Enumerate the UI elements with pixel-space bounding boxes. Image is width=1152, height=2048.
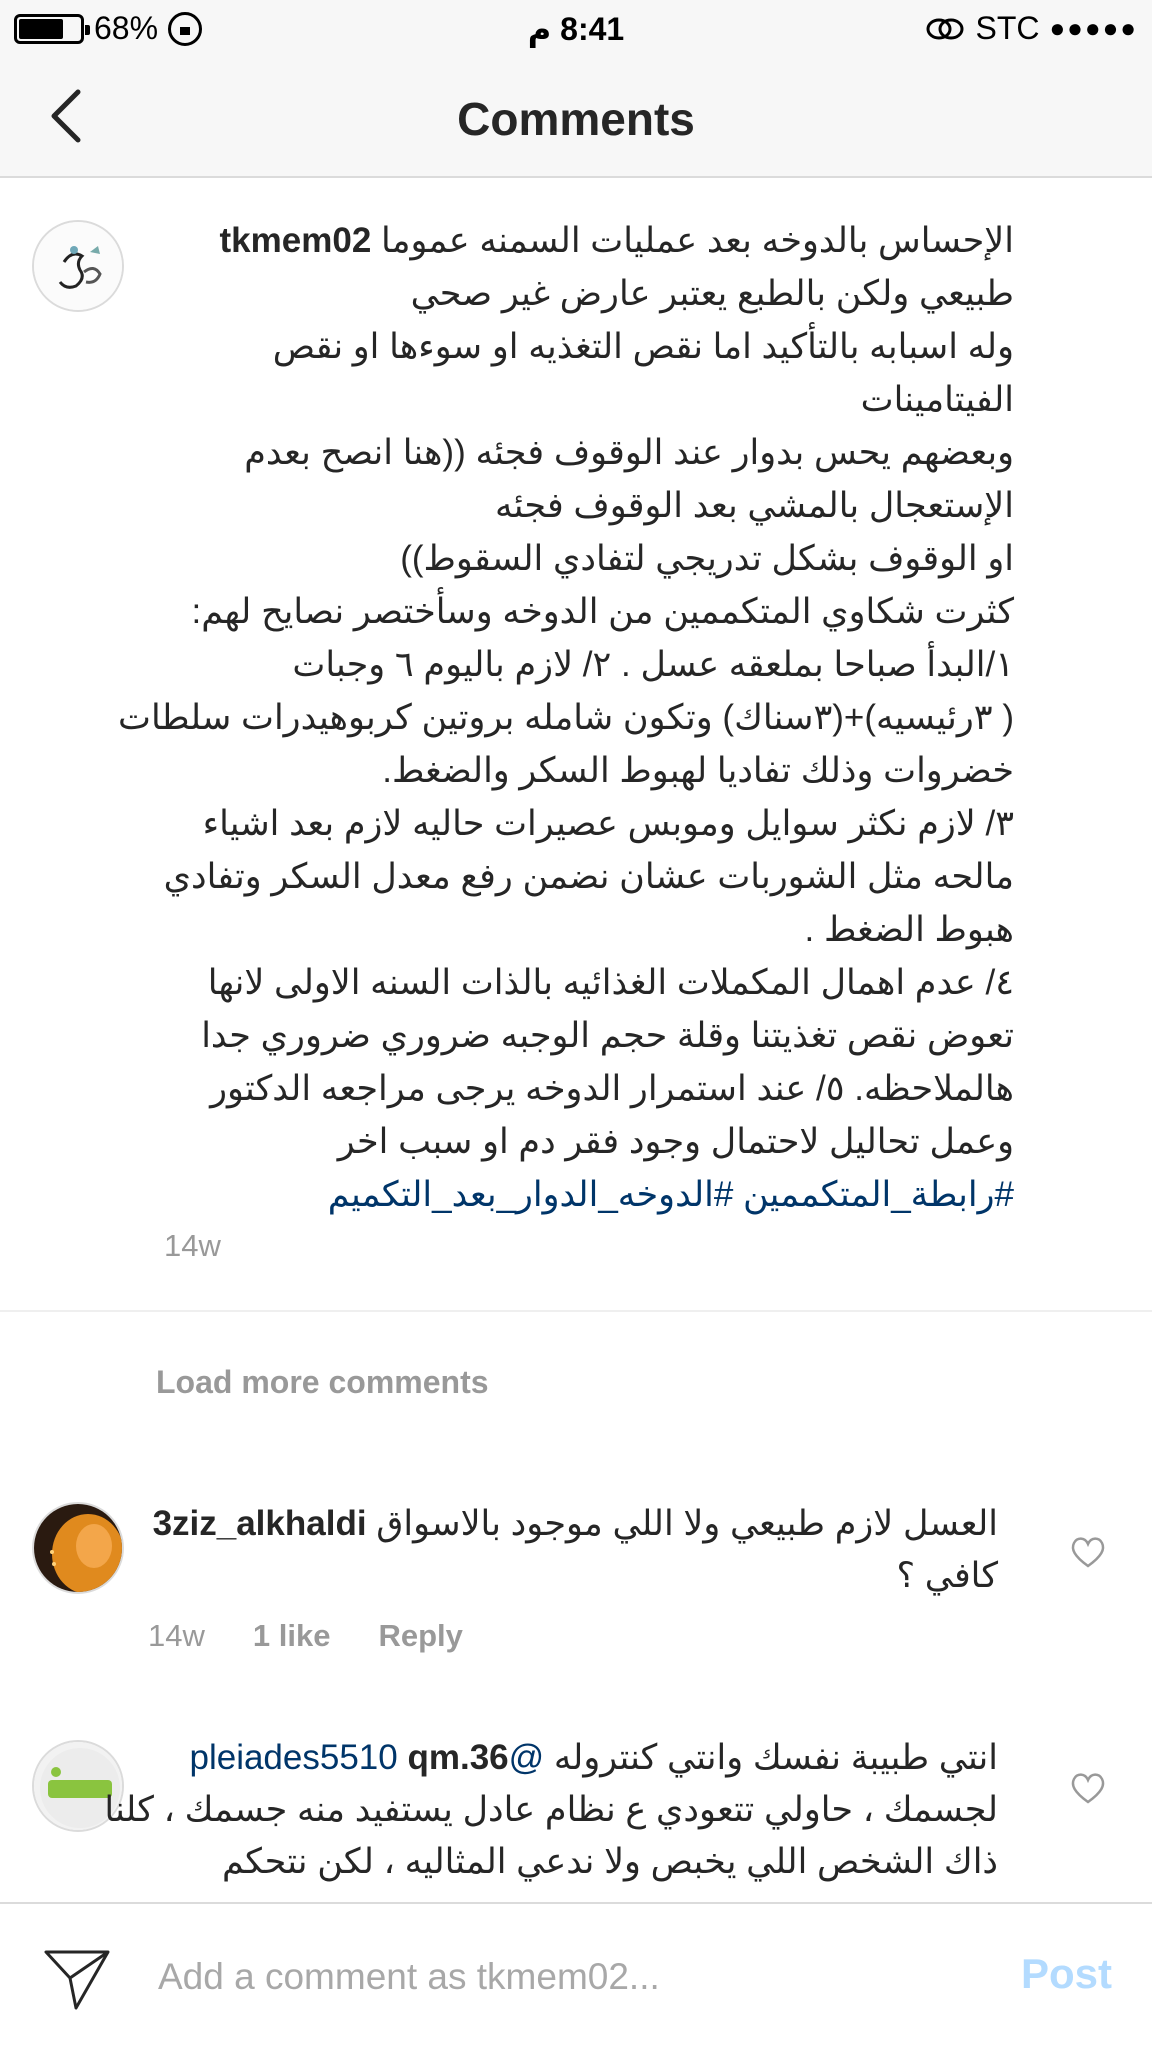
- comment-first-line: [148, 1498, 998, 1550]
- status-bar: [0, 0, 1152, 56]
- comment-line-text: لجسمك ، حاولي تتعودي ع نظام عادل يستفيد منه جسمك ، كلنا: [104, 1790, 998, 1829]
- paper-plane-icon[interactable]: [42, 1948, 112, 2012]
- caption-line-text: مالحه مثل الشوربات عشان نضمن رفع معدل السكر وتفادي: [163, 857, 1014, 896]
- comment-line-text: كافي ؟: [896, 1556, 998, 1595]
- caption-line-text: الإستعجال بالمشي بعد الوقوف فجئه: [495, 486, 1014, 525]
- post-caption: [0, 178, 1152, 1312]
- caption-line-text: خضروات وذلك تفاديا لهبوط السكر والضغط.: [382, 751, 1014, 790]
- caption-line-text: ( ٣رئيسيه)+(٣سناك) وتكون شامله بروتين كربوهيدرات سلطات: [118, 698, 1014, 737]
- caption-text: [118, 214, 1014, 1221]
- caption-line-text: وله اسبابه بالتأكيد اما نقص التغذيه او سوءها او نقص: [272, 327, 1014, 366]
- avatar[interactable]: [32, 1502, 124, 1594]
- caption-line-text: طبيعي ولكن بالطبع يعتبر عارض غير صحي: [410, 274, 1014, 313]
- comment-timestamp: 14w: [148, 1618, 205, 1653]
- caption-username[interactable]: tkmem02: [219, 221, 372, 260]
- comment-mention[interactable]: @pleiades5510: [189, 1738, 545, 1777]
- caption-hashtags[interactable]: #رابطة_المتكممين #الدوخه_الدوار_بعد_التكميم: [327, 1175, 1014, 1214]
- caption-line-text: وعمل تحاليل لاحتمال وجود فقر دم او سبب اخر: [337, 1122, 1014, 1161]
- comment-first-line: [148, 1732, 998, 1784]
- battery-percent: 68%: [94, 10, 159, 46]
- load-more-comments-button[interactable]: Load more comments: [156, 1364, 489, 1400]
- comment-likes[interactable]: 1 like: [252, 1618, 331, 1653]
- comment-line-text: ذاك الشخص اللي يخبص ولا ندعي المثاليه ، لكن نتحكم: [222, 1842, 998, 1881]
- caption-line-text: ١/البدأ صباحا بملعقه عسل . ٢/ لازم باليوم ٦ وجبات: [292, 645, 1014, 684]
- caption-line-text: هبوط الضغط .: [804, 910, 1014, 949]
- comment-line-text: العسل لازم طبيعي ولا اللي موجود بالاسواق: [376, 1504, 998, 1543]
- caption-first-line: [164, 214, 1014, 267]
- caption-line-text: وبعضهم يحس بدوار عند الوقوف فجئه ((هنا انصح بعدم: [244, 433, 1014, 472]
- comment-username[interactable]: 3ziz_alkhaldi: [152, 1504, 367, 1543]
- caption-line-text: هالملاحظه. ٥/ عند استمرار الدوخه يرجى مراجعه الدكتور: [210, 1069, 1014, 1108]
- status-time: 8:41 م: [527, 11, 625, 47]
- page-title: Comments: [457, 93, 695, 145]
- nav-bar: [0, 56, 1152, 178]
- caption-avatar-image: [34, 222, 124, 312]
- comment-username[interactable]: qm.36: [407, 1738, 509, 1777]
- reply-button[interactable]: Reply: [378, 1618, 463, 1653]
- comment-input[interactable]: [158, 1942, 978, 2012]
- comment-composer: [0, 1902, 1152, 2048]
- caption-line-text: تعوض نقص تغذيتنا وقلة حجم الوجبه ضروري ضروري جدا: [201, 1016, 1014, 1055]
- caption-line-text: ٤/ عدم اهمال المكملات الغذائيه بالذات السنه الاولى لانها: [207, 963, 1014, 1002]
- caption-line-text: الإحساس بالدوخه بعد عمليات السمنه عموما: [381, 221, 1014, 260]
- avatar[interactable]: [32, 220, 124, 312]
- caption-timestamp: 14w: [164, 1228, 221, 1263]
- heart-icon[interactable]: [1068, 1768, 1108, 1808]
- comment-meta: [148, 1618, 463, 1654]
- heart-icon[interactable]: [1068, 1532, 1108, 1572]
- comment-line-text: انتي طبيبة نفسك وانتي كنتروله: [553, 1738, 998, 1777]
- comment-text: [104, 1732, 998, 1888]
- comment-text: [148, 1498, 998, 1602]
- signal-icon: ●●●●●: [1049, 13, 1138, 43]
- comment-avatar-image: [34, 1504, 124, 1594]
- caption-line-text: كثرت شكاوي المتكممين من الدوخه وسأختصر نصايح لهم:: [191, 592, 1014, 631]
- caption-line-text: او الوقوف بشكل تدريجي لتفادي السقوط)): [400, 539, 1014, 578]
- link-icon: [925, 14, 965, 44]
- caption-lines: [118, 267, 1014, 1168]
- post-button[interactable]: Post: [1020, 1950, 1112, 1997]
- caption-line-text: الفيتامينات: [860, 380, 1014, 419]
- carrier-name: STC: [975, 10, 1040, 46]
- status-right: [925, 10, 1138, 47]
- caption-line-text: ٣/ لازم نكثر سوايل وموبس عصيرات حاليه لازم بعد اشياء: [202, 804, 1014, 843]
